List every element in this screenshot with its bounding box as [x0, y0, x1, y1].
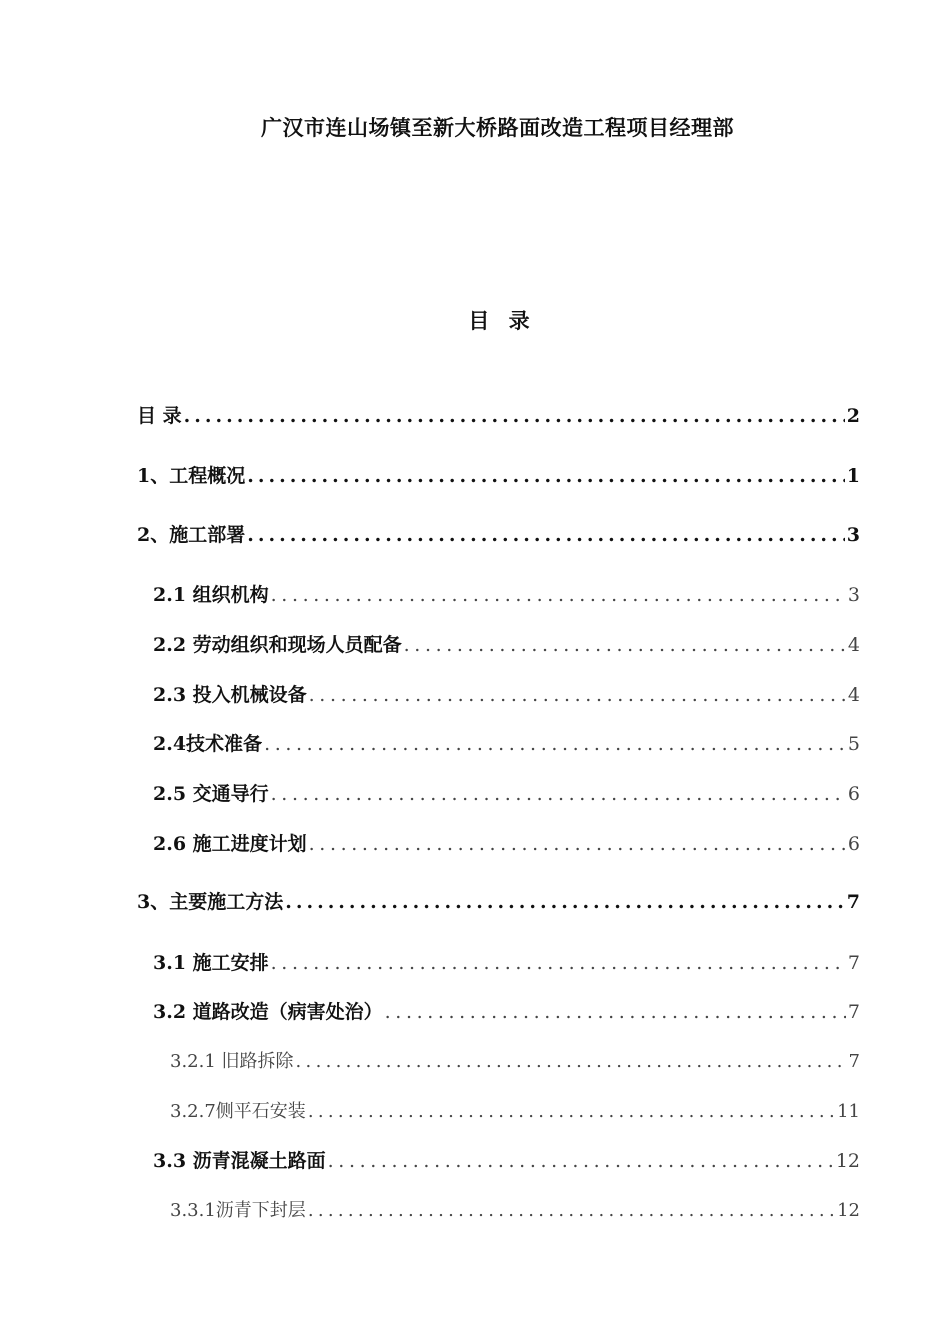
toc-entry-2-1[interactable]: [153, 580, 860, 610]
toc-entry-page: 4: [847, 634, 860, 656]
toc-entry-3-2-1[interactable]: [170, 1047, 860, 1077]
toc-dot-leader: [285, 887, 845, 917]
toc-entry-label: 3.2 道路改造（病害处治）: [153, 1001, 383, 1023]
toc-entry-label: 目 录: [137, 405, 182, 427]
toc-entry-page: 5: [847, 733, 860, 755]
project-department-title: 广汉市连山场镇至新大桥路面改造工程项目经理部: [261, 115, 734, 140]
toc-dot-leader: [296, 1047, 847, 1077]
toc-dot-leader: [308, 1097, 835, 1127]
toc-entry-label: 3.2.1 旧路拆除: [170, 1051, 294, 1072]
toc-entry-page: 7: [847, 952, 860, 974]
toc-entry-2-5[interactable]: [153, 779, 860, 809]
toc-entry-page: 6: [847, 783, 860, 805]
toc-entry-label: 2.5 交通导行: [153, 783, 269, 805]
toc-entry-label: 2.6 施工进度计划: [153, 833, 307, 855]
toc-dot-leader: [264, 729, 846, 759]
toc-entry-page: 7: [846, 891, 860, 913]
toc-entry-page: 7: [848, 1051, 860, 1072]
toc-entry-3-1[interactable]: [153, 948, 860, 978]
toc-dot-leader: [404, 630, 846, 660]
toc-entry-label: 2.1 组织机构: [153, 584, 269, 606]
toc-entry-page: 1: [846, 465, 860, 487]
toc-entry-3-3-1[interactable]: [170, 1196, 860, 1226]
toc-dot-leader: [271, 580, 846, 610]
toc-entry-2-3[interactable]: [153, 680, 860, 710]
toc-entry-label: 2、施工部署: [137, 524, 246, 546]
toc-dot-leader: [385, 997, 846, 1027]
toc-dot-leader: [308, 1196, 835, 1226]
toc-entry-page: 3: [846, 524, 860, 546]
toc-entry-page: 4: [847, 684, 860, 706]
toc-heading: 目 录: [468, 308, 530, 333]
toc-entry-1[interactable]: [137, 461, 860, 491]
toc-entry-2[interactable]: [137, 520, 860, 550]
toc-entry-label: 1、工程概况: [137, 465, 246, 487]
toc-entry-3-2-7[interactable]: [170, 1097, 860, 1127]
toc-entry-page: 12: [835, 1150, 860, 1172]
toc-dot-leader: [271, 948, 846, 978]
toc-entry-label: 2.2 劳动组织和现场人员配备: [153, 634, 402, 656]
toc-entry-page: 11: [837, 1101, 860, 1122]
toc-dot-leader: [309, 829, 846, 859]
toc-entry-label: 2.3 投入机械设备: [153, 684, 307, 706]
toc-entry-3[interactable]: [137, 887, 860, 917]
toc-entry-toc[interactable]: [137, 401, 860, 431]
toc-entry-label: 3.3 沥青混凝土路面: [153, 1150, 326, 1172]
toc-entry-3-3[interactable]: [153, 1146, 860, 1176]
toc-entry-page: 12: [837, 1200, 860, 1221]
toc-dot-leader: [184, 401, 845, 431]
toc-entry-2-2[interactable]: [153, 630, 860, 660]
toc-dot-leader: [247, 461, 845, 491]
toc-entry-label: 3、主要施工方法: [137, 891, 284, 913]
toc-dot-leader: [309, 680, 846, 710]
toc-entry-page: 2: [846, 405, 860, 427]
toc-entry-2-4[interactable]: [153, 729, 860, 759]
toc-entry-3-2[interactable]: [153, 997, 860, 1027]
toc-entry-label: 2.4技术准备: [153, 733, 263, 755]
toc-entry-label: 3.2.7侧平石安装: [170, 1101, 306, 1122]
toc-dot-leader: [247, 520, 845, 550]
toc-dot-leader: [271, 779, 846, 809]
toc-entry-label: 3.1 施工安排: [153, 952, 269, 974]
toc-entry-page: 6: [847, 833, 860, 855]
toc-entry-page: 7: [847, 1001, 860, 1023]
toc-entry-label: 3.3.1沥青下封层: [170, 1200, 306, 1221]
toc-dot-leader: [328, 1146, 834, 1176]
toc-entry-2-6[interactable]: [153, 829, 860, 859]
toc-entry-page: 3: [847, 584, 860, 606]
